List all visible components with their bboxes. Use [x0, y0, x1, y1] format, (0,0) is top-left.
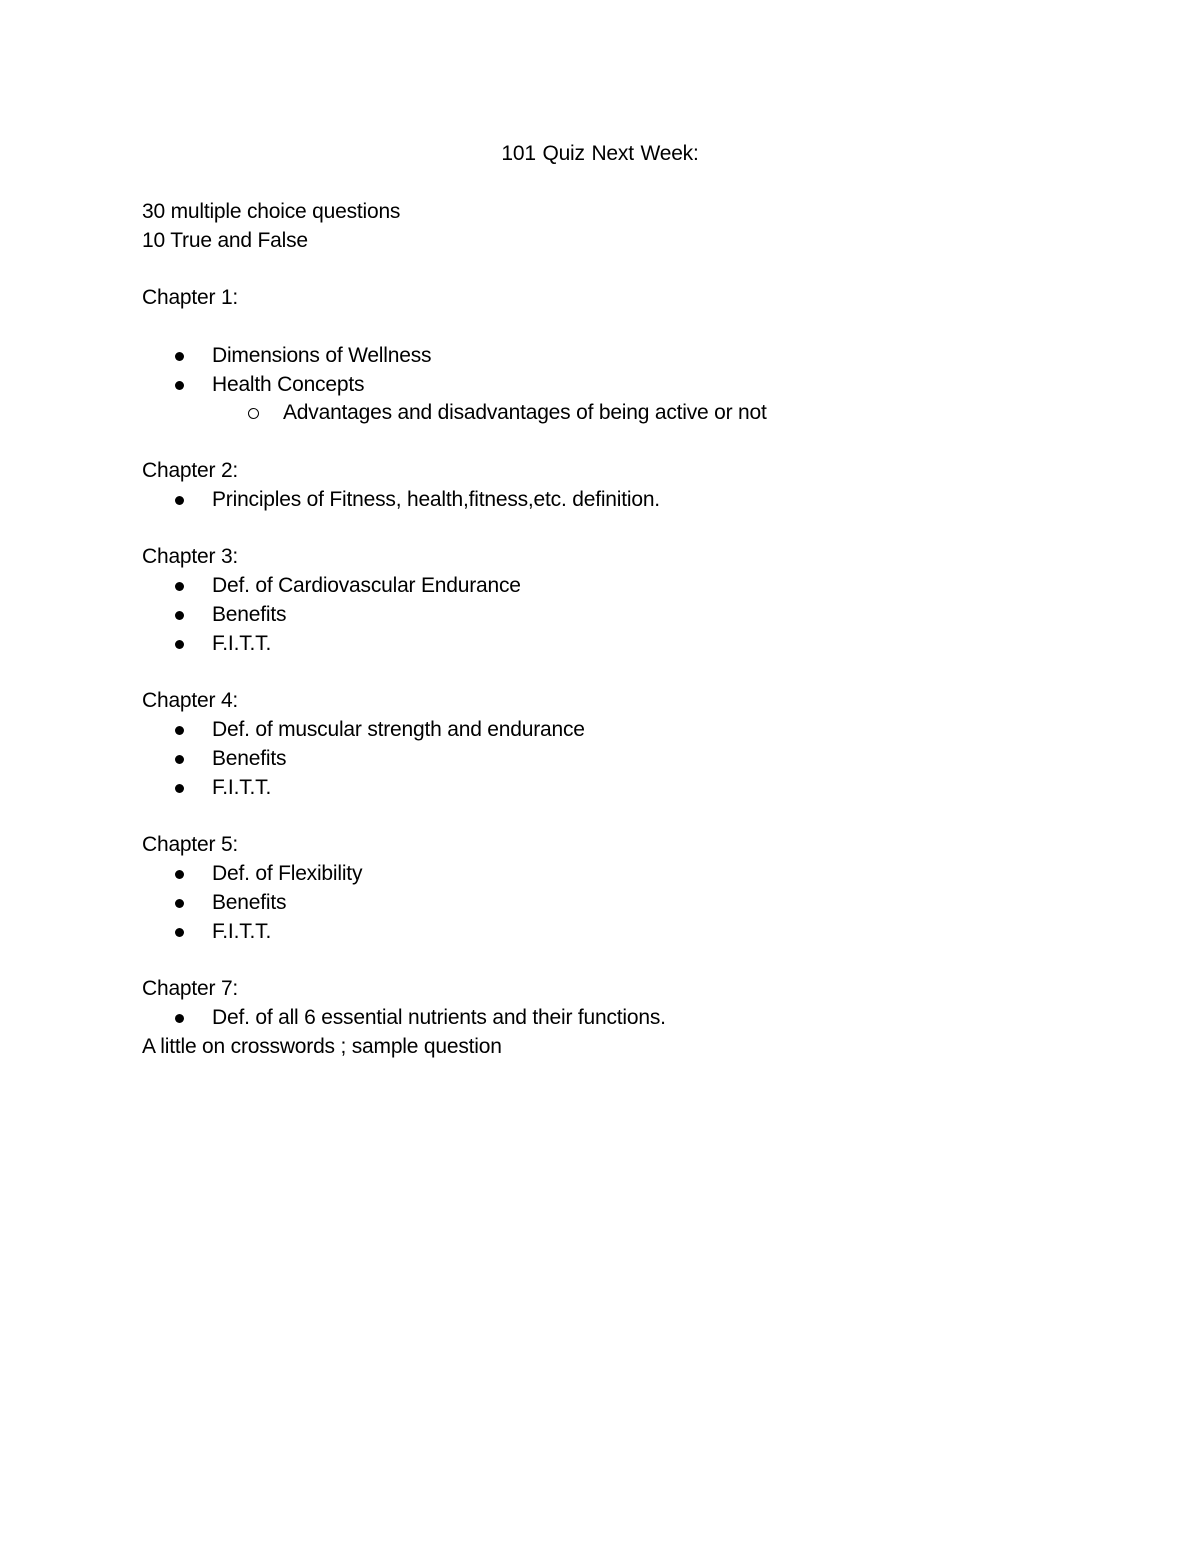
list-item	[142, 716, 1058, 745]
list-item	[142, 486, 1058, 515]
list-item-text: Def. of Flexibility	[212, 862, 363, 886]
bullet-icon	[175, 640, 184, 649]
list-item-text: Benefits	[212, 890, 287, 914]
list-item-text: Def. of Cardiovascular Endurance	[212, 574, 521, 598]
chapter-3-list	[142, 572, 1058, 658]
chapter-5-list	[142, 860, 1058, 946]
chapter-4-heading: Chapter 4:	[142, 689, 239, 713]
bullet-icon	[175, 928, 184, 937]
spacer	[142, 515, 1058, 544]
closing-note: A little on crosswords ; sample question	[142, 1034, 502, 1058]
list-item-text: Health Concepts	[212, 372, 365, 396]
list-item	[142, 342, 1058, 371]
list-item	[142, 572, 1058, 601]
list-item-text: Def. of all 6 essential nutrients and their functions.	[212, 1006, 666, 1030]
list-subitem-text: Advantages and disadvantages of being active or not	[283, 401, 767, 425]
bullet-icon	[175, 381, 184, 390]
spacer	[142, 313, 1058, 342]
spacer	[142, 428, 1058, 457]
bullet-icon	[175, 496, 184, 505]
document-title: 101 Quiz Next Week:	[501, 142, 699, 165]
list-subitem	[142, 399, 1058, 428]
chapter-1-heading: Chapter 1:	[142, 286, 239, 310]
chapter-1-list	[142, 342, 1058, 400]
list-item	[142, 918, 1058, 947]
list-item-text: F.I.T.T.	[212, 631, 272, 655]
list-item	[142, 601, 1058, 630]
spacer	[142, 255, 1058, 284]
hollow-bullet-icon	[248, 408, 259, 419]
list-item-text: Def. of muscular strength and endurance	[212, 718, 585, 742]
list-item	[142, 630, 1058, 659]
list-item	[142, 774, 1058, 803]
bullet-icon	[175, 899, 184, 908]
chapter-5-heading: Chapter 5:	[142, 833, 239, 857]
list-item	[142, 745, 1058, 774]
chapter-1-sublist	[142, 399, 1058, 428]
chapter-7-list	[142, 1004, 1058, 1033]
list-item-text: F.I.T.T.	[212, 919, 272, 943]
list-item	[142, 371, 1058, 400]
list-item	[142, 1004, 1058, 1033]
spacer	[142, 659, 1058, 688]
bullet-icon	[175, 726, 184, 735]
bullet-icon	[175, 1014, 184, 1023]
list-item	[142, 889, 1058, 918]
question-count-line: 30 multiple choice questions	[142, 199, 401, 223]
chapter-7-heading: Chapter 7:	[142, 977, 239, 1001]
chapter-4-list	[142, 716, 1058, 802]
bullet-icon	[175, 784, 184, 793]
true-false-count-line: 10 True and False	[142, 228, 308, 252]
bullet-icon	[175, 755, 184, 764]
list-item-text: Benefits	[212, 746, 287, 770]
spacer	[142, 803, 1058, 832]
spacer	[142, 947, 1058, 976]
chapter-2-list	[142, 486, 1058, 515]
list-item-text: Benefits	[212, 602, 287, 626]
list-item-text: Dimensions of Wellness	[212, 343, 432, 367]
bullet-icon	[175, 611, 184, 620]
chapter-3-heading: Chapter 3:	[142, 545, 239, 569]
document-body	[142, 140, 1058, 1062]
list-item	[142, 860, 1058, 889]
list-item-text: F.I.T.T.	[212, 775, 272, 799]
bullet-icon	[175, 582, 184, 591]
bullet-icon	[175, 352, 184, 361]
list-item-text: Principles of Fitness, health,fitness,etc. definition.	[212, 487, 660, 511]
bullet-icon	[175, 870, 184, 879]
chapter-2-heading: Chapter 2:	[142, 458, 239, 482]
